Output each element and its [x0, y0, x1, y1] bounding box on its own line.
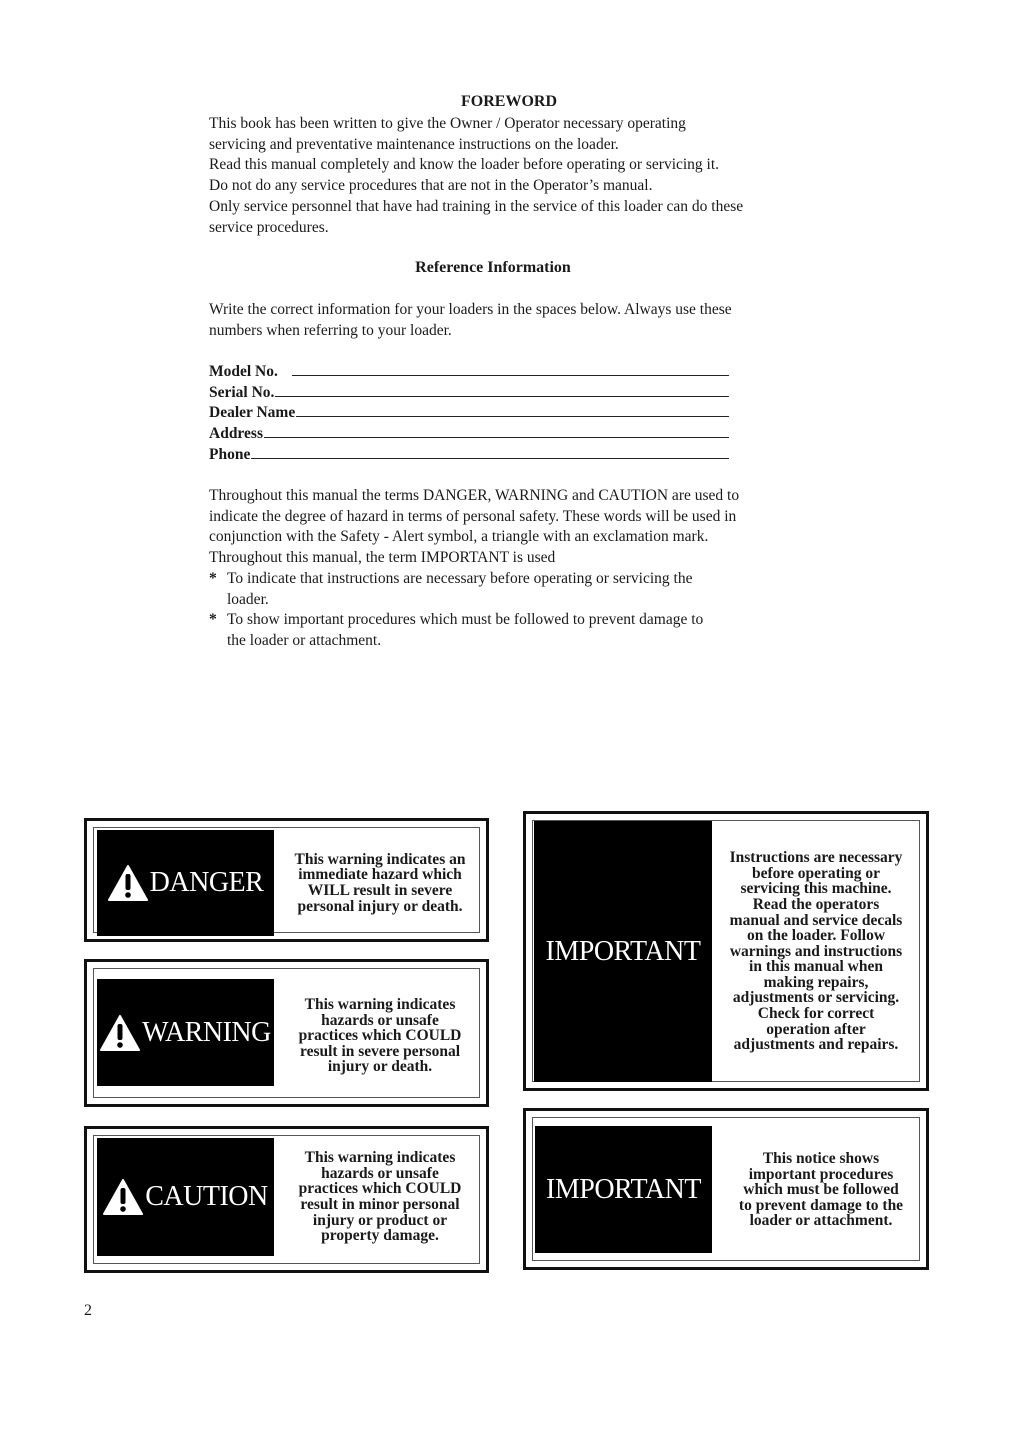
danger-signal-panel [97, 830, 274, 936]
address-line[interactable] [264, 424, 729, 438]
important-description [721, 1120, 921, 1260]
bullet-line: the loader or attachment. [227, 631, 382, 649]
decal-text-line: injury or product or [312, 1211, 448, 1229]
reference-intro-line: numbers when referring to your loader. [209, 321, 452, 339]
safety-alert-icon [108, 865, 148, 901]
foreword-title: FOREWORD [461, 93, 557, 110]
decal-text-line: practices which COULD [298, 1180, 462, 1198]
decal-text-line: This warning indicates an [294, 850, 466, 868]
decal-text-line: property damage. [321, 1227, 439, 1245]
decal-text-line: personal injury or death. [297, 897, 463, 915]
decal-text-line: adjustments or servicing. [732, 989, 900, 1007]
decal-text-line: adjustments and repairs. [733, 1036, 899, 1054]
dealer-name-field[interactable] [209, 403, 729, 424]
danger-description [282, 830, 478, 936]
decal-text-line: on the loader. Follow [746, 927, 886, 945]
safety-alert-icon [100, 1015, 140, 1051]
foreword-line: Only service personnel that have had training in the service of this loader can do these [209, 197, 744, 215]
decal-text-line: This notice shows [762, 1150, 880, 1168]
decal-text-line: servicing this machine. [740, 880, 892, 898]
caution-signal-panel [97, 1138, 274, 1256]
reference-intro-line: Write the correct information for your loaders in the spaces below. Always use these [209, 301, 732, 318]
decal-text-line: loader or attachment. [749, 1212, 893, 1230]
bullet-line: To show important procedures which must be followed to prevent damage to [227, 611, 704, 629]
decal-text-line: injury or death. [327, 1058, 433, 1076]
reference-intro [209, 300, 829, 341]
model-number-line[interactable] [292, 362, 729, 376]
decal-text-line: before operating or [752, 864, 880, 882]
foreword-line: Do not do any service procedures that are not in the Operator’s manual. [209, 177, 653, 195]
decal-text-line: WILL result in severe [307, 882, 453, 899]
bullet-line: loader. [227, 590, 269, 608]
foreword-body [209, 114, 829, 238]
decal-text-line: important procedures [748, 1165, 894, 1183]
model-number-field[interactable] [209, 362, 729, 383]
model-number-label: Model No. [209, 363, 278, 380]
warning-signal-panel [97, 979, 274, 1086]
warning-signal-word: WARNING [142, 1016, 271, 1048]
hazard-terms [209, 486, 829, 652]
phone-field[interactable] [209, 445, 729, 466]
decal-text-line: This warning indicates [304, 1149, 456, 1167]
bullet-marker: * [209, 611, 217, 629]
phone-line[interactable] [251, 445, 729, 459]
decal-text-line: in this manual when [749, 958, 883, 976]
phone-label: Phone [209, 445, 251, 463]
decal-text-line: operation after [766, 1020, 866, 1038]
important-signal-word: IMPORTANT [546, 1173, 701, 1205]
safety-alert-icon [103, 1179, 143, 1215]
decal-text-line: hazards or unsafe [321, 1164, 439, 1182]
danger-decal [84, 818, 489, 942]
caution-signal-word: CAUTION [145, 1181, 268, 1212]
foreword-line: Read this manual completely and know the loader before operating or servicing it. [209, 156, 720, 174]
bullet-item [209, 610, 829, 651]
decal-text-line: Check for correct [757, 1005, 875, 1023]
important-decal-procedures [523, 1108, 929, 1270]
decal-text-line: result in severe personal [299, 1042, 460, 1060]
foreword-line: servicing and preventative maintenance instructions on the loader. [209, 135, 619, 153]
reference-title: Reference Information [415, 259, 571, 276]
decal-text-line: manual and service decals [729, 911, 903, 929]
page-number: 2 [84, 1302, 92, 1319]
decal-text-line: warnings and instructions [729, 942, 903, 960]
serial-number-label: Serial No. [209, 383, 275, 401]
decal-text-line: hazards or unsafe [321, 1011, 439, 1029]
decal-text-line: practices which COULD [298, 1027, 462, 1045]
danger-signal-word: DANGER [149, 867, 264, 898]
address-label: Address [209, 425, 263, 443]
dealer-name-label: Dealer Name [209, 404, 296, 422]
decal-text-line: Instructions are necessary [729, 849, 903, 867]
important-decal-instructions [523, 811, 929, 1091]
hazard-line: indicate the degree of hazard in terms of personal safety. These words will be used in [209, 507, 737, 525]
foreword-line: service procedures. [209, 218, 329, 236]
decal-text-line: which must be followed [743, 1181, 899, 1199]
bullet-line: To indicate that instructions are necessary before operating or servicing the [227, 569, 693, 587]
important-description [716, 821, 916, 1082]
reference-fields [209, 362, 829, 465]
decal-text-line: result in minor personal [300, 1196, 460, 1213]
foreword-line: This book has been written to give the Owner / Operator necessary operating [209, 115, 686, 132]
decal-text-line: Read the operators [752, 895, 880, 913]
hazard-line: Throughout this manual the terms DANGER, WARNING and CAUTION are used to [209, 487, 740, 504]
important-signal-panel [535, 1126, 712, 1253]
bullet-item [209, 569, 829, 610]
serial-number-field[interactable] [209, 383, 729, 404]
hazard-line: conjunction with the Safety - Alert symbol, a triangle with an exclamation mark. [209, 528, 709, 546]
decal-text-line: This warning indicates [304, 996, 456, 1014]
serial-number-line[interactable] [275, 383, 729, 397]
caution-description [282, 1138, 478, 1256]
caution-decal [84, 1126, 489, 1273]
decal-text-line: immediate hazard which [298, 866, 462, 884]
address-field[interactable] [209, 424, 729, 445]
warning-description [282, 971, 478, 1101]
bullet-marker: * [209, 569, 217, 587]
dealer-name-line[interactable] [296, 403, 729, 417]
important-signal-word: IMPORTANT [545, 935, 701, 967]
warning-decal [84, 959, 489, 1107]
important-signal-panel [534, 821, 712, 1082]
hazard-line: Throughout this manual, the term IMPORTANT is used [209, 549, 556, 567]
decal-text-line: making repairs, [763, 973, 869, 991]
decal-text-line: to prevent damage to the [738, 1196, 904, 1214]
